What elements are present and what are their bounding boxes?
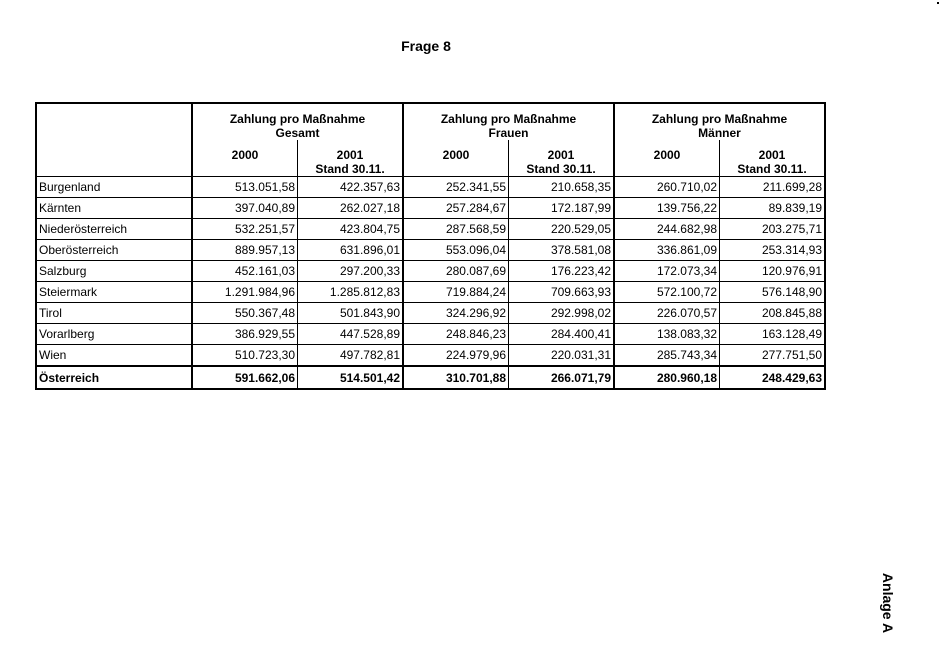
value-cell: 324.296,92 (403, 303, 509, 324)
region-name: Steiermark (36, 282, 192, 303)
header-year-cell (298, 140, 404, 177)
value-cell: 176.223,42 (509, 261, 615, 282)
year-note: Stand 30.11. (737, 162, 807, 176)
value-cell: 220.529,05 (509, 219, 615, 240)
value-cell: 253.314,93 (720, 240, 826, 261)
value-cell: 280.960,18 (614, 366, 720, 389)
region-name: Niederösterreich (36, 219, 192, 240)
region-name: Österreich (36, 366, 192, 389)
year-note: Stand 30.11. (526, 162, 596, 176)
region-name: Tirol (36, 303, 192, 324)
value-cell: 514.501,42 (298, 366, 404, 389)
value-cell: 226.070,57 (614, 303, 720, 324)
group-title: Zahlung pro Maßnahme (651, 112, 788, 126)
appendix-label: Anlage A (880, 572, 896, 634)
value-cell: 224.979,96 (403, 345, 509, 367)
value-cell: 553.096,04 (403, 240, 509, 261)
year: 2001 (758, 148, 786, 162)
header-group-gesamt (192, 103, 403, 140)
year: 2000 (231, 148, 259, 162)
value-cell: 576.148,90 (720, 282, 826, 303)
table-body (36, 177, 825, 390)
value-cell: 172.073,34 (614, 261, 720, 282)
scan-speck (937, 2, 939, 4)
header-year-cell (720, 140, 826, 177)
region-name: Kärnten (36, 198, 192, 219)
year: 2001 (547, 148, 575, 162)
header-group-frauen (403, 103, 614, 140)
value-cell: 220.031,31 (509, 345, 615, 367)
value-cell: 310.701,88 (403, 366, 509, 389)
table-row (36, 303, 825, 324)
value-cell: 452.161,03 (192, 261, 298, 282)
table-row (36, 324, 825, 345)
year: 2001 (336, 148, 364, 162)
value-cell: 297.200,33 (298, 261, 404, 282)
value-cell: 501.843,90 (298, 303, 404, 324)
value-cell: 631.896,01 (298, 240, 404, 261)
value-cell: 248.846,23 (403, 324, 509, 345)
value-cell: 719.884,24 (403, 282, 509, 303)
value-cell: 139.756,22 (614, 198, 720, 219)
group-title: Zahlung pro Maßnahme (440, 112, 577, 126)
value-cell: 280.087,69 (403, 261, 509, 282)
table-row (36, 261, 825, 282)
value-cell: 211.699,28 (720, 177, 826, 198)
value-cell: 210.658,35 (509, 177, 615, 198)
value-cell: 1.285.812,83 (298, 282, 404, 303)
value-cell: 550.367,48 (192, 303, 298, 324)
table-row (36, 345, 825, 367)
value-cell: 513.051,58 (192, 177, 298, 198)
year: 2000 (653, 148, 681, 162)
value-cell: 203.275,71 (720, 219, 826, 240)
region-name: Vorarlberg (36, 324, 192, 345)
value-cell: 591.662,06 (192, 366, 298, 389)
group-title: Zahlung pro Maßnahme (229, 112, 366, 126)
value-cell: 252.341,55 (403, 177, 509, 198)
year: 2000 (442, 148, 470, 162)
value-cell: 497.782,81 (298, 345, 404, 367)
value-cell: 244.682,98 (614, 219, 720, 240)
value-cell: 257.284,67 (403, 198, 509, 219)
header-group-row (36, 103, 825, 140)
header-group-maenner (614, 103, 825, 140)
value-cell: 208.845,88 (720, 303, 826, 324)
value-cell: 510.723,30 (192, 345, 298, 367)
data-table (35, 102, 826, 390)
header-year-cell (403, 140, 509, 177)
value-cell: 285.743,34 (614, 345, 720, 367)
value-cell: 709.663,93 (509, 282, 615, 303)
group-subtitle: Männer (698, 126, 741, 140)
region-name: Salzburg (36, 261, 192, 282)
value-cell: 447.528,89 (298, 324, 404, 345)
header-year-cell (192, 140, 298, 177)
value-cell: 248.429,63 (720, 366, 826, 389)
region-name: Wien (36, 345, 192, 367)
value-cell: 572.100,72 (614, 282, 720, 303)
value-cell: 386.929,55 (192, 324, 298, 345)
year-note: Stand 30.11. (315, 162, 385, 176)
header-year-cell (614, 140, 720, 177)
value-cell: 138.083,32 (614, 324, 720, 345)
value-cell: 284.400,41 (509, 324, 615, 345)
value-cell: 378.581,08 (509, 240, 615, 261)
value-cell: 89.839,19 (720, 198, 826, 219)
value-cell: 266.071,79 (509, 366, 615, 389)
table-row (36, 198, 825, 219)
region-name: Oberösterreich (36, 240, 192, 261)
value-cell: 422.357,63 (298, 177, 404, 198)
header-year-cell (509, 140, 615, 177)
group-subtitle: Gesamt (275, 126, 320, 140)
value-cell: 163.128,49 (720, 324, 826, 345)
value-cell: 262.027,18 (298, 198, 404, 219)
table-row (36, 177, 825, 198)
table-row (36, 282, 825, 303)
table-row (36, 240, 825, 261)
region-name: Burgenland (36, 177, 192, 198)
group-subtitle: Frauen (488, 126, 529, 140)
value-cell: 423.804,75 (298, 219, 404, 240)
value-cell: 532.251,57 (192, 219, 298, 240)
table-row (36, 219, 825, 240)
value-cell: 260.710,02 (614, 177, 720, 198)
value-cell: 397.040,89 (192, 198, 298, 219)
value-cell: 287.568,59 (403, 219, 509, 240)
value-cell: 889.957,13 (192, 240, 298, 261)
value-cell: 172.187,99 (509, 198, 615, 219)
value-cell: 277.751,50 (720, 345, 826, 367)
total-row (36, 366, 825, 389)
value-cell: 1.291.984,96 (192, 282, 298, 303)
header-empty-cell (36, 103, 192, 177)
value-cell: 292.998,02 (509, 303, 615, 324)
page-title: Frage 8 (401, 38, 451, 54)
value-cell: 120.976,91 (720, 261, 826, 282)
value-cell: 336.861,09 (614, 240, 720, 261)
